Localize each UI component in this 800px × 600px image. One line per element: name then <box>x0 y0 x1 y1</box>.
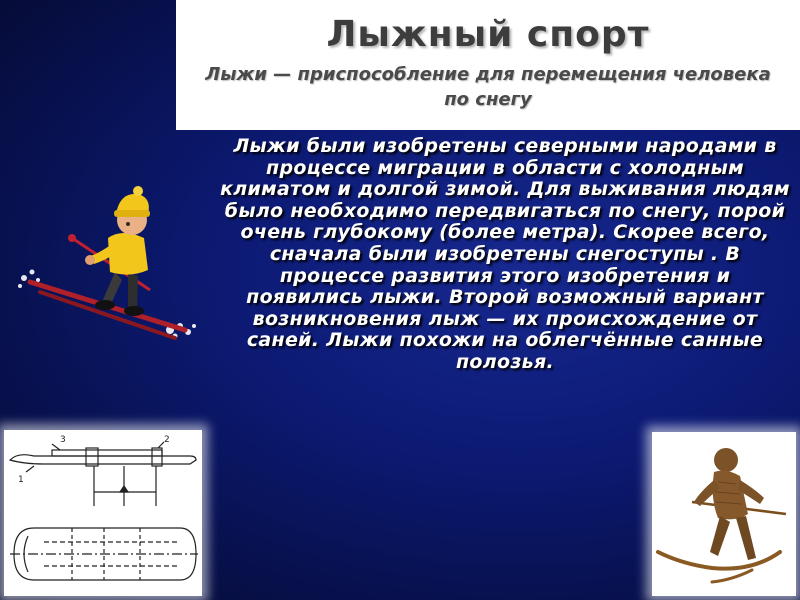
body-paragraph: Лыжи были изобретены северными народами в процессе миграции в области с холодным климатом и долгой зимой. Для выживания людям было необходимо передвигаться по снегу, порой очень глубокому (более метра). Скорее всего, сначала были изобретены снегоступы . В процессе развития этого изобретения и появились лыжи. Второй возможный вариант возникновения лыж — их происхождение от саней. Лыжи похожи на облегчённые санные полозья. <box>220 135 790 373</box>
ski-diagram <box>4 430 202 596</box>
ancient-skier-icon <box>652 432 796 596</box>
title-box <box>176 0 800 130</box>
cartoon-skier-icon <box>10 180 210 350</box>
diagram-label-2: 2 <box>164 435 170 445</box>
diagram-label-3: 3 <box>60 435 66 445</box>
slide-title: Лыжный спорт <box>326 14 650 55</box>
slide-subtitle: Лыжи — приспособление для перемещения человека по снегу <box>205 64 771 110</box>
diagram-label-1: 1 <box>18 475 24 485</box>
